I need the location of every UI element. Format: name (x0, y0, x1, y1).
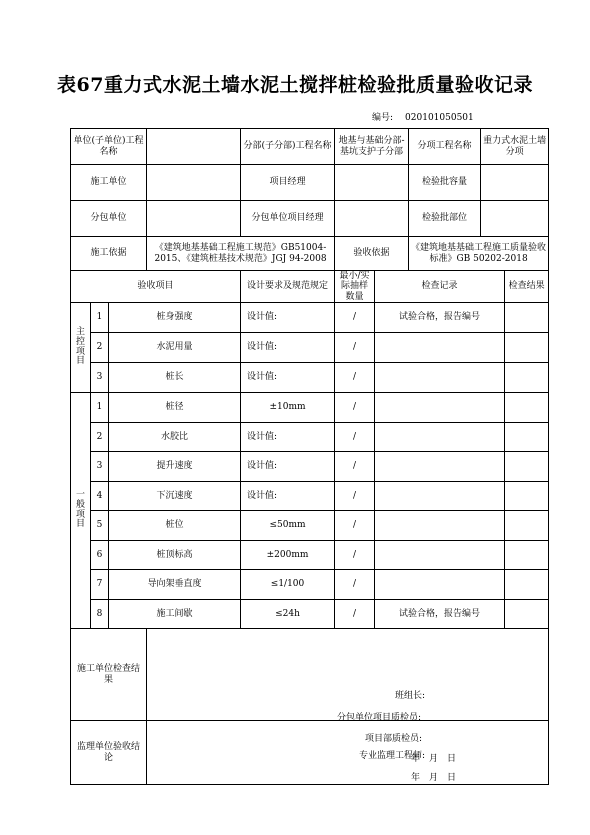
record-number (372, 110, 486, 123)
header-row-constructor (71, 165, 549, 201)
item-name: 水胶比 (109, 422, 241, 452)
item-no: 1 (91, 393, 109, 423)
subitem-label: 分项工程名称 (409, 129, 481, 165)
item-requirement: ≤50mm (241, 511, 335, 541)
item-requirement: 设计值: (241, 422, 335, 452)
item-record[interactable]: 试验合格，报告编号 (375, 303, 505, 333)
general-item-row (71, 481, 549, 511)
item-record[interactable] (375, 540, 505, 570)
item-name: 桩径 (109, 393, 241, 423)
item-name: 桩顶标高 (109, 540, 241, 570)
general-item-row (71, 422, 549, 452)
supervision-label: 监理单位验收结论 (71, 721, 147, 785)
division-label: 分部(子分部)工程名称 (241, 129, 335, 165)
record-number-value: 020101050501 (405, 113, 474, 123)
item-no: 3 (91, 452, 109, 482)
unit-label: 单位(子单位)工程名称 (71, 129, 147, 165)
record-number-label: 编号: (372, 113, 394, 123)
constructor-label: 施工单位 (71, 165, 147, 201)
inspection-form-table (70, 128, 549, 785)
item-result[interactable] (505, 303, 549, 333)
item-no: 8 (91, 599, 109, 629)
item-no: 2 (91, 333, 109, 363)
subcontractor-value[interactable] (147, 201, 241, 237)
col-sampling: 最小/实际抽样数量 (335, 271, 375, 303)
item-record[interactable] (375, 363, 505, 393)
item-name: 桩身强度 (109, 303, 241, 333)
item-result[interactable] (505, 363, 549, 393)
location-value[interactable] (481, 201, 549, 237)
item-result[interactable] (505, 599, 549, 629)
main-item-row (71, 333, 549, 363)
general-group-label: 一般项目 (71, 393, 91, 629)
item-no: 6 (91, 540, 109, 570)
subitem-value: 重力式水泥土墙分项 (481, 129, 549, 165)
item-result[interactable] (505, 481, 549, 511)
item-sampling[interactable]: / (335, 393, 375, 423)
col-result: 检查结果 (505, 271, 549, 303)
item-record[interactable] (375, 570, 505, 600)
general-item-row (71, 570, 549, 600)
main-item-row (71, 303, 549, 333)
item-requirement: ≤24h (241, 599, 335, 629)
general-item-row (71, 540, 549, 570)
item-requirement: 设计值: (241, 481, 335, 511)
item-no: 7 (91, 570, 109, 600)
acceptance-basis-value: 《建筑地基基础工程施工质量验收标准》GB 50202-2018 (409, 237, 549, 271)
item-record[interactable] (375, 452, 505, 482)
header-row-subcontractor (71, 201, 549, 237)
item-requirement: 设计值: (241, 452, 335, 482)
subcontractor-label: 分包单位 (71, 201, 147, 237)
item-name: 桩位 (109, 511, 241, 541)
supervision-date: 年 月 日 (411, 772, 457, 783)
item-requirement: ±200mm (241, 540, 335, 570)
item-result[interactable] (505, 333, 549, 363)
division-value: 地基与基础分部-基坑支护子分部 (335, 129, 409, 165)
item-sampling[interactable]: / (335, 481, 375, 511)
item-record[interactable] (375, 333, 505, 363)
item-no: 4 (91, 481, 109, 511)
item-sampling[interactable]: / (335, 599, 375, 629)
item-result[interactable] (505, 393, 549, 423)
header-row-basis (71, 237, 549, 271)
supervision-engineer-label: 专业监理工程师: (359, 750, 426, 761)
item-no: 1 (91, 303, 109, 333)
item-requirement: 设计值: (241, 363, 335, 393)
item-sampling[interactable]: / (335, 363, 375, 393)
item-sampling[interactable]: / (335, 303, 375, 333)
page-title: 表67重力式水泥土墙水泥土搅拌桩检验批质量验收记录 (57, 74, 533, 96)
capacity-label: 检验批容量 (409, 165, 481, 201)
main-item-row (71, 363, 549, 393)
item-result[interactable] (505, 452, 549, 482)
item-requirement: ≤1/100 (241, 570, 335, 600)
col-record: 检查记录 (375, 271, 505, 303)
item-name: 提升速度 (109, 452, 241, 482)
item-sampling[interactable]: / (335, 540, 375, 570)
item-sampling[interactable]: / (335, 570, 375, 600)
item-no: 2 (91, 422, 109, 452)
item-requirement: ±10mm (241, 393, 335, 423)
constructor-value[interactable] (147, 165, 241, 201)
capacity-value[interactable] (481, 165, 549, 201)
pm-label: 项目经理 (241, 165, 335, 201)
supervision-signature-area[interactable] (147, 721, 549, 785)
sub-pm-label: 分包单位项目经理 (241, 201, 335, 237)
sub-pm-value[interactable] (335, 201, 409, 237)
item-no: 3 (91, 363, 109, 393)
sub-inspector-label: 分包单位项目质检员: (337, 712, 422, 723)
construction-check-label: 施工单位检查结果 (71, 629, 147, 721)
unit-value[interactable] (147, 129, 241, 165)
col-design: 设计要求及规范规定 (241, 271, 335, 303)
construction-check-row (71, 629, 549, 721)
item-name: 导向架垂直度 (109, 570, 241, 600)
general-item-row (71, 599, 549, 629)
item-name: 水泥用量 (109, 333, 241, 363)
general-item-row (71, 452, 549, 482)
item-record[interactable] (375, 422, 505, 452)
team-leader-label: 班组长: (395, 690, 426, 701)
item-record[interactable] (375, 393, 505, 423)
item-result[interactable] (505, 540, 549, 570)
item-record[interactable] (375, 481, 505, 511)
item-record[interactable]: 试验合格，报告编号 (375, 599, 505, 629)
item-name: 下沉速度 (109, 481, 241, 511)
supervision-row (71, 721, 549, 785)
general-item-row (71, 511, 549, 541)
item-sampling[interactable]: / (335, 333, 375, 363)
item-sampling[interactable]: / (335, 422, 375, 452)
item-name: 桩长 (109, 363, 241, 393)
item-record[interactable] (375, 511, 505, 541)
basis-label: 施工依据 (71, 237, 147, 271)
location-label: 检验批部位 (409, 201, 481, 237)
col-item: 验收项目 (71, 271, 241, 303)
dept-inspector-label: 项目部质检员: (365, 733, 423, 744)
item-requirement: 设计值: (241, 303, 335, 333)
basis-value: 《建筑地基基础工程施工规范》GB51004-2015、《建筑桩基技术规范》JGJ 94-2008 (147, 237, 335, 271)
item-result[interactable] (505, 511, 549, 541)
item-result[interactable] (505, 570, 549, 600)
acceptance-basis-label: 验收依据 (335, 237, 409, 271)
construction-date: 年 月 日 (411, 753, 457, 764)
general-item-row (71, 393, 549, 423)
item-name: 施工间歇 (109, 599, 241, 629)
item-no: 5 (91, 511, 109, 541)
item-requirement: 设计值: (241, 333, 335, 363)
column-header-row (71, 271, 549, 303)
header-row-unit (71, 129, 549, 165)
main-group-label: 主控项目 (71, 303, 91, 393)
item-sampling[interactable]: / (335, 452, 375, 482)
item-sampling[interactable]: / (335, 511, 375, 541)
pm-value[interactable] (335, 165, 409, 201)
item-result[interactable] (505, 422, 549, 452)
